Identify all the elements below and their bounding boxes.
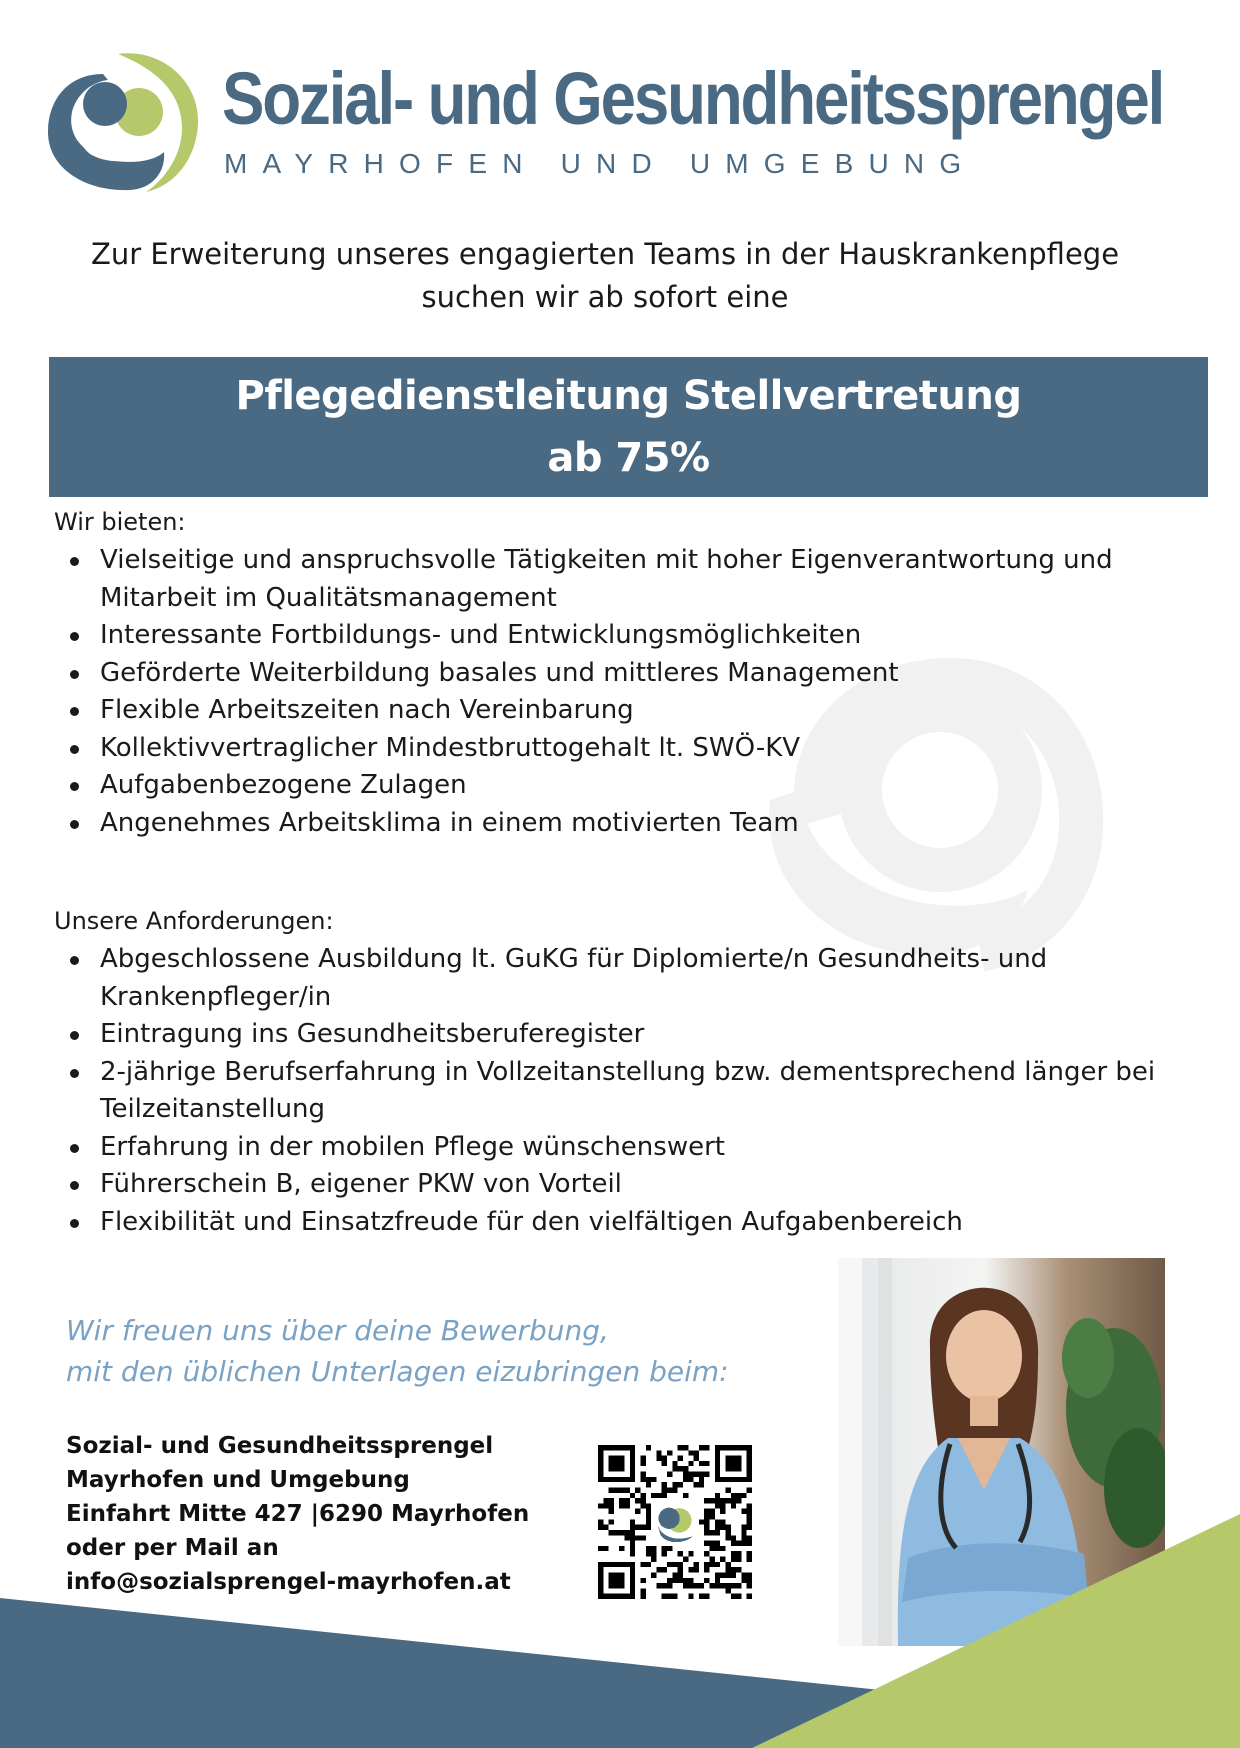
intro-line-1: Zur Erweiterung unseres engagierten Teams in der Hauskrankenpflege: [90, 237, 1120, 271]
job-position: Pflegedienstleitung Stellvertretung: [235, 373, 1022, 419]
application-call: [66, 1310, 729, 1392]
offer-title: Wir bieten:: [54, 508, 186, 536]
list-item: Geförderte Weiterbildung basales und mittleres Management: [54, 655, 1184, 693]
list-item: Erfahrung in der mobilen Pflege wünschenswert: [54, 1129, 1184, 1167]
list-item: 2-jährige Berufserfahrung in Vollzeitanstellung bzw. dementsprechend länger bei Teilzeitanstellung: [54, 1054, 1184, 1129]
list-item: Führerschein B, eigener PKW von Vorteil: [54, 1166, 1184, 1204]
job-scope: ab 75%: [547, 435, 710, 481]
intro-line-2: suchen wir ab sofort eine: [421, 280, 789, 314]
list-item: Kollektivvertraglicher Mindestbruttogehalt lt. SWÖ-KV: [54, 730, 1184, 768]
list-item: Flexibilität und Einsatzfreude für den vielfältigen Aufgabenbereich: [54, 1204, 1184, 1242]
organization-location: MAYRHOFEN UND UMGEBUNG: [224, 148, 977, 179]
call-line-1: Wir freuen uns über deine Bewerbung,: [66, 1314, 609, 1347]
address-line-2: Mayrhofen und Umgebung: [66, 1467, 410, 1493]
call-line-2: mit den üblichen Unterlagen eizubringen beim:: [66, 1355, 729, 1388]
list-item: Flexible Arbeitszeiten nach Vereinbarung: [54, 692, 1184, 730]
address-line-4: oder per Mail an: [66, 1535, 279, 1561]
list-item: Interessante Fortbildungs- und Entwicklungsmöglichkeiten: [54, 617, 1184, 655]
contact-address: [66, 1429, 529, 1599]
requirements-title: Unsere Anforderungen:: [54, 907, 334, 935]
address-line-1: Sozial- und Gesundheitssprengel: [66, 1433, 494, 1459]
address-line-3: Einfahrt Mitte 427 |6290 Mayrhofen: [66, 1501, 530, 1527]
qr-code-icon[interactable]: [598, 1445, 752, 1599]
list-item: Angenehmes Arbeitsklima in einem motivierten Team: [54, 805, 1184, 843]
list-item: Eintragung ins Gesundheitsberuferegister: [54, 1016, 1184, 1054]
contact-email[interactable]: info@sozialsprengel-mayrhofen.at: [66, 1569, 511, 1595]
list-item: Aufgabenbezogene Zulagen: [54, 767, 1184, 805]
list-item: Abgeschlossene Ausbildung lt. GuKG für Diplomierte/n Gesundheits- und Krankenpfleger/in: [54, 941, 1184, 1016]
list-item: Vielseitige und anspruchsvolle Tätigkeiten mit hoher Eigenverantwortung und Mitarbeit im Qualitätsmanagement: [54, 542, 1184, 617]
organization-name: Sozial- und Gesundheitssprengel: [222, 57, 1164, 140]
